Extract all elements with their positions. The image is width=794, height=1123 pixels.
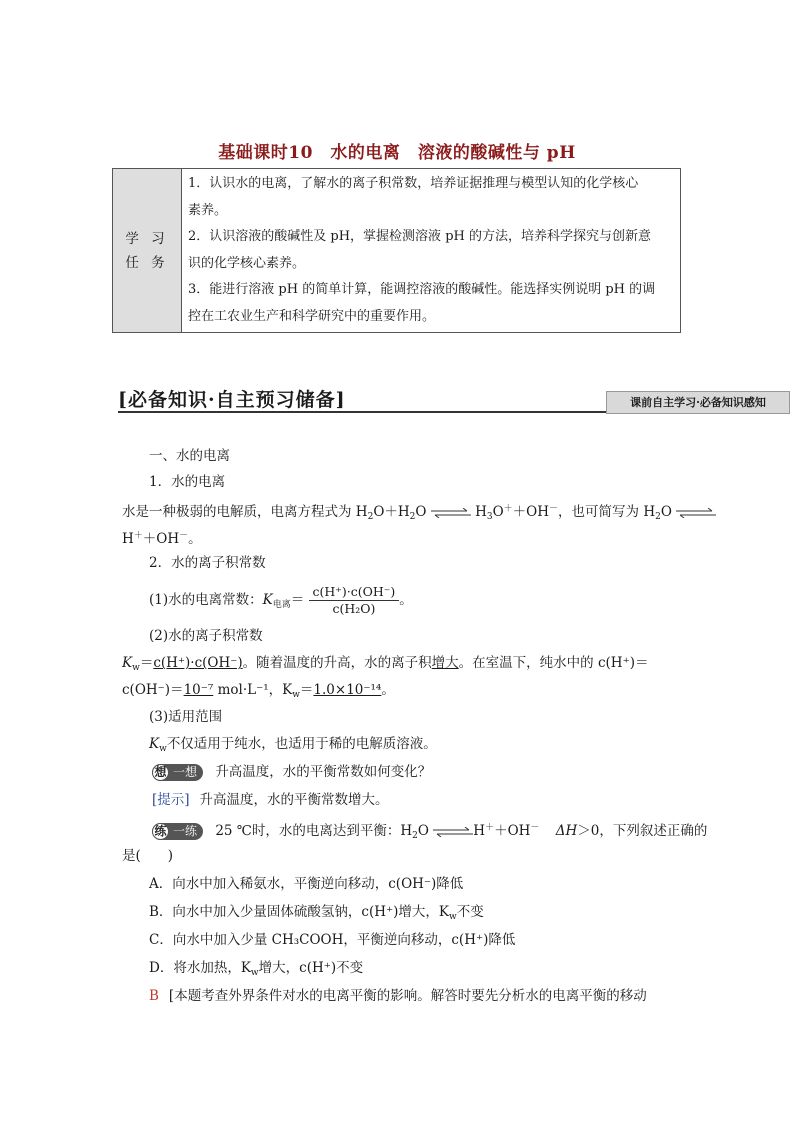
think-question: 想 一想 升高温度，水的平衡常数如何变化？ [152,762,431,782]
answer-explanation: B [本题考查外界条件对水的电离平衡的影响。解答时要先分析水的电离平衡的移动 [149,988,647,1004]
ion-product-line-1: $K_w=c(H^+)\cdot c(OH^-)$。随着温度的升高，水的离子积增大。在室温下，纯水中的 c(H⁺)＝ [122,655,649,673]
practice-badge-icon: 练 一练 [152,823,203,840]
objective-line: 2．认识溶液的酸碱性及 pH，掌握检测溶液 pH 的方法，培养科学探究与创新意 [188,229,651,244]
ionization-short-form: H＋＋OH－。 [122,531,202,547]
hint-line: [提示] 升高温度，水的平衡常数增大。 [152,792,389,808]
equilibrium-arrow-icon [433,827,473,837]
learning-objectives-table [112,168,681,333]
objective-line: 素养。 [188,202,228,218]
ion-product-line-2: c(OH⁻)＝10⁻⁷ mol·L⁻¹，$K_w=1.0\times 10^{-14}$。 [122,682,395,700]
objective-line: 控在工农业生产和科学研究中的重要作用。 [188,308,436,324]
equilibrium-arrow-icon [676,508,716,518]
practice-question: 练 一练 25 ℃时，水的电离达到平衡：$H_2O$ H＋＋OH－ ΔH＞0，下列叙述正确的 [152,818,707,846]
scope-text: $K_w$不仅适用于纯水，也适用于稀的电解质溶液。 [149,736,437,754]
heading-1: 一、水的电离 [149,448,230,464]
heading-ion-product: (2)水的离子积常数 [149,628,263,644]
ionization-constant-fraction: $\frac{c(H^+)\cdot c(OH^-)}{\text{c(H₂O)}}$ [309,584,400,617]
heading-scope: (3)适用范围 [149,709,223,725]
section-tag: 课前自主学习·必备知识感知 [606,391,790,414]
objective-line: 识的化学核心素养。 [188,255,306,271]
answer-letter: B [149,988,159,1004]
objectives-label: 学 习 任 务 [113,169,182,333]
page-title: 基础课时10 水的电离 溶液的酸碱性与 pH [218,143,576,163]
option-c: C．向水中加入少量 CH₃COOH，平衡逆向移动，c(H⁺)降低 [149,932,516,948]
ionization-equation-line: 水是一种极弱的电解质，电离方程式为 $H_2O+H_2O$ $H_3O^++OH^-$，也可简写为 $H_2O$ [122,499,716,527]
practice-question-cont: 是( ) [122,848,174,864]
equilibrium-arrow-icon [431,508,471,518]
option-b: B．向水中加入少量固体硫酸氢钠，c(H⁺)增大，$K_w$不变 [149,904,484,922]
ionization-constant-line: (1)水的电离常数：$K_{电离}=$ $\frac{c(H^+)\cdot c(OH^-)}{\text{c(H₂O)}}$ 。 [149,584,413,616]
heading-1-2: 2．水的离子积常数 [149,555,266,571]
objective-line: 3．能进行溶液 pH 的简单计算，能调控溶液的酸碱性。能选择实例说明 pH 的调 [188,282,656,297]
option-a: A．向水中加入稀氨水，平衡逆向移动，c(OH⁻)降低 [149,876,464,892]
section-divider [118,411,608,413]
option-d: D．将水加热，$K_w$增大，c(H⁺)不变 [149,960,364,978]
objectives-body [182,169,681,333]
section-heading: [必备知识·自主预习储备] [118,389,346,411]
think-badge-icon: 想 一想 [152,764,203,781]
heading-1-1: 1．水的电离 [149,474,226,490]
objective-line: 1．认识水的电离，了解水的离子积常数，培养证据推理与模型认知的化学核心 [188,176,639,191]
